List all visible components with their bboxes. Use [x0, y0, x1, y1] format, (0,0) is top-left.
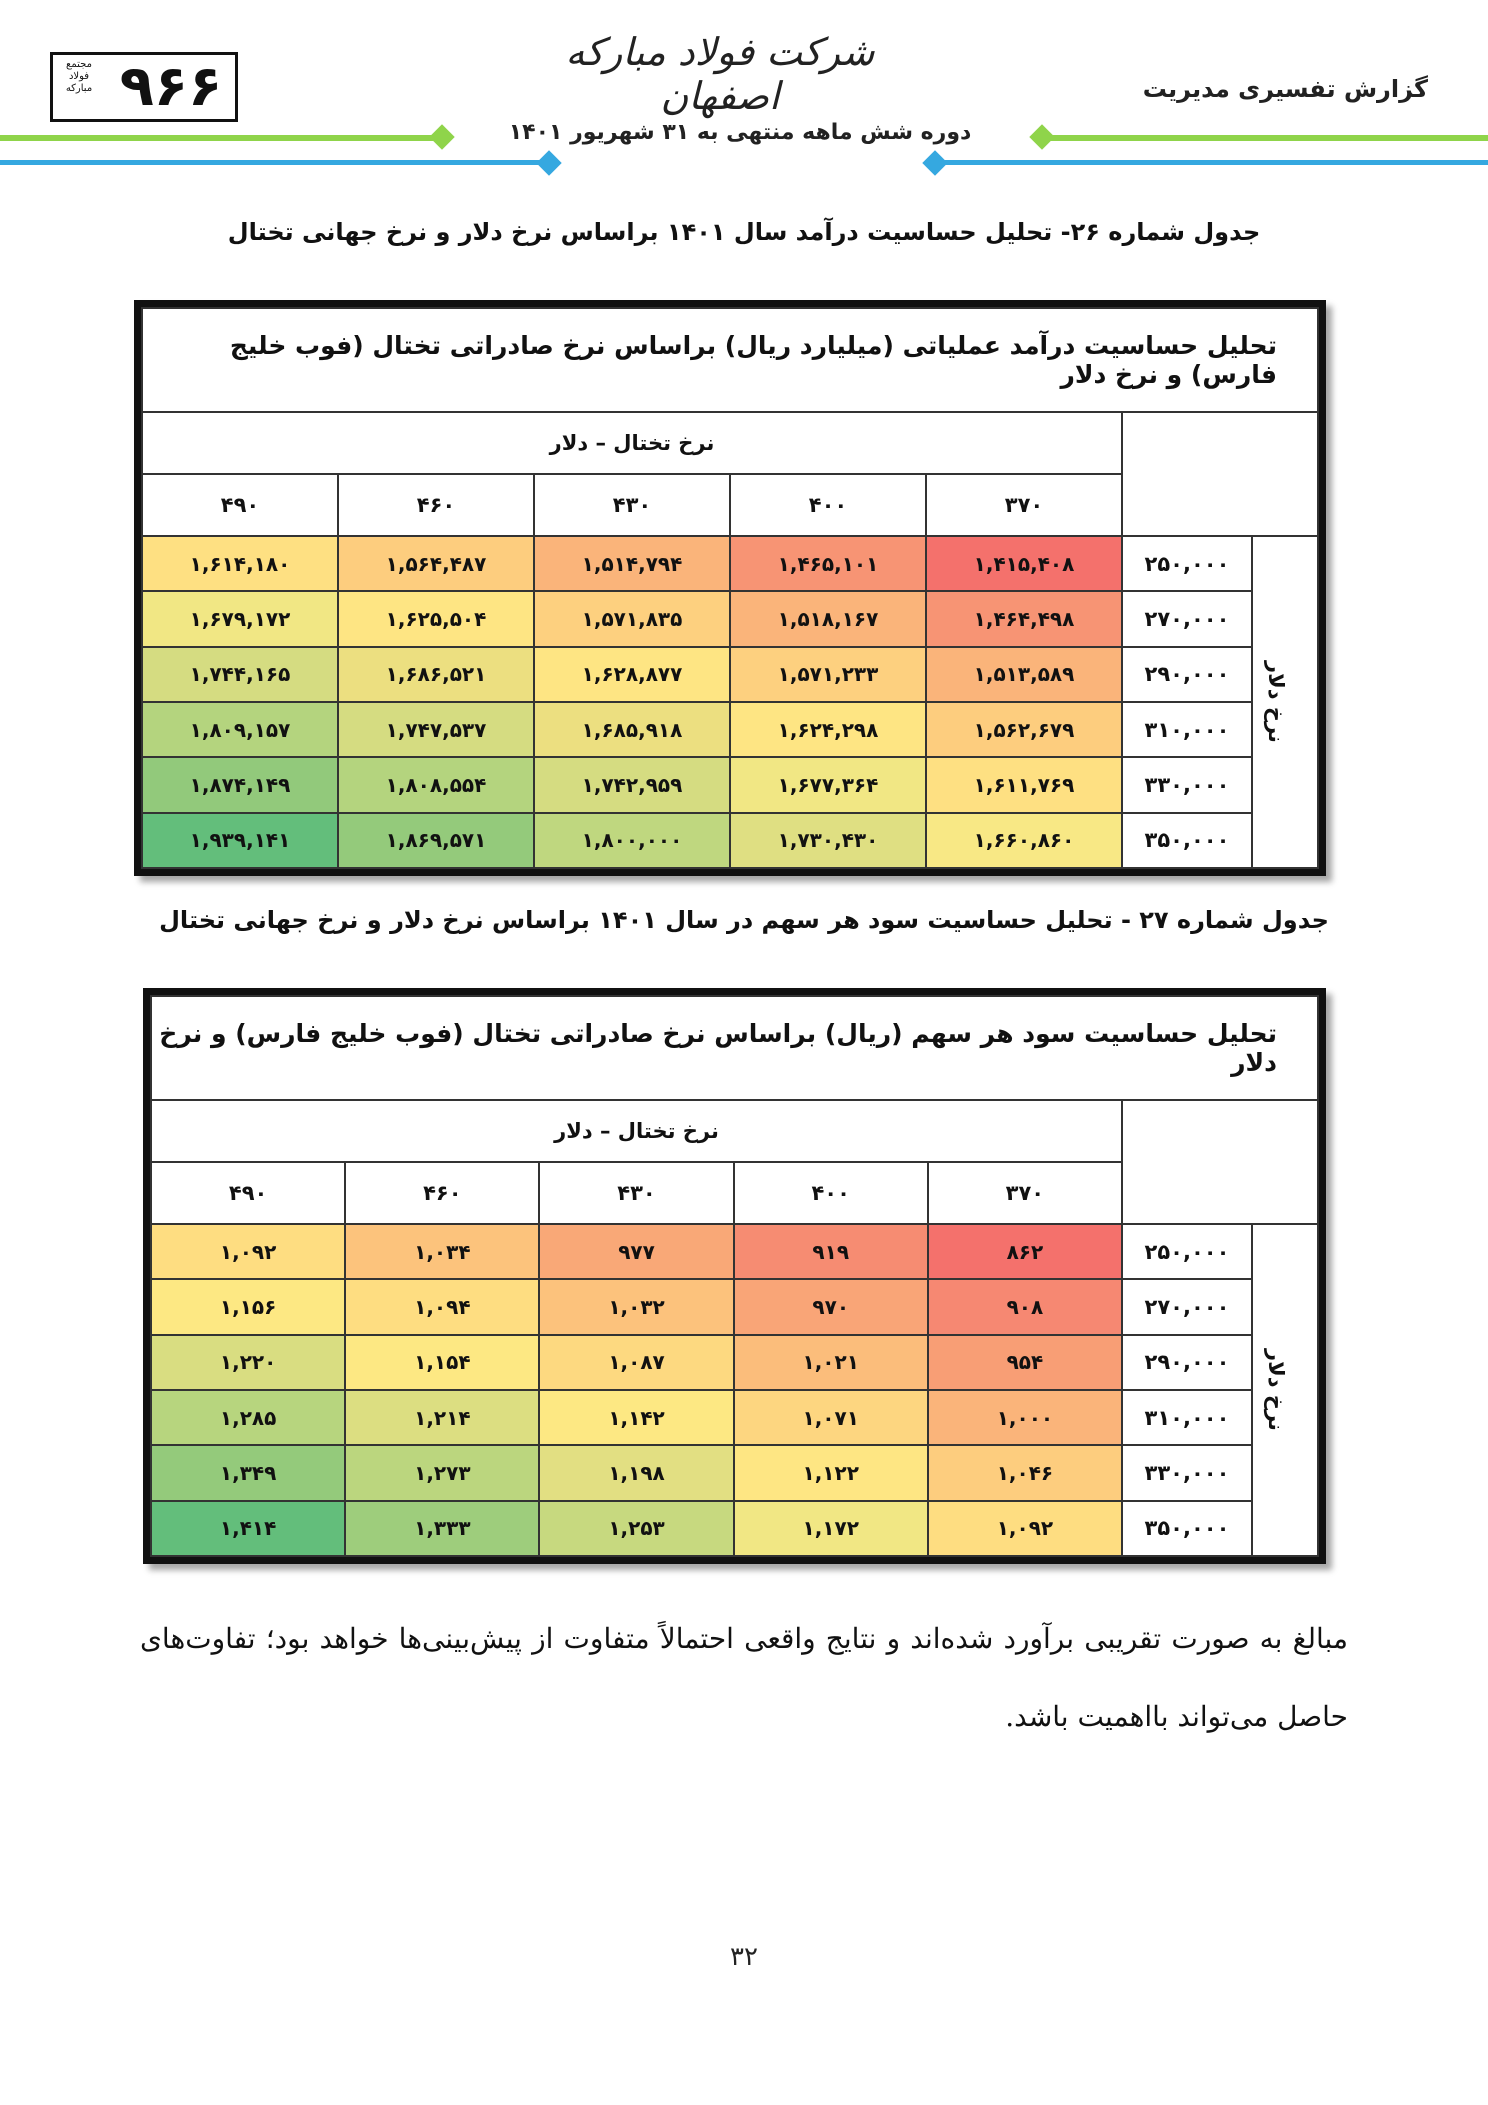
table-cell: ۱,۰۷۱: [734, 1390, 928, 1445]
table-cell: ۱,۵۷۱,۸۳۵: [534, 591, 730, 646]
report-period: دوره شش ماهه منتهی به ۳۱ شهریور ۱۴۰۱: [508, 120, 972, 145]
table-cell: ۱,۱۵۶: [151, 1279, 345, 1334]
dollar-rate-label: [1252, 536, 1318, 868]
column-header: ۴۹۰: [142, 474, 338, 536]
table-cell: ۱,۶۸۶,۵۲۱: [338, 647, 534, 702]
table-cell: ۱,۴۱۴: [151, 1501, 345, 1556]
table-cell: ۱,۴۶۴,۴۹۸: [926, 591, 1122, 646]
column-header: ۳۷۰: [926, 474, 1122, 536]
table-cell: ۱,۷۳۰,۴۳۰: [730, 813, 926, 868]
dollar-rate-label-text: نرخ دلار: [1264, 1349, 1289, 1431]
table-row: [151, 1390, 1318, 1445]
table-cell: ۱,۳۴۹: [151, 1445, 345, 1500]
table-cell: ۸۶۲: [928, 1224, 1122, 1279]
table-cell: ۱,۶۲۸,۸۷۷: [534, 647, 730, 702]
dollar-rate-label-text: نرخ دلار: [1264, 661, 1289, 743]
column-header: ۴۶۰: [345, 1162, 539, 1224]
company-name: شرکت فولاد مبارکه اصفهان: [565, 30, 875, 118]
row-header: ۲۷۰,۰۰۰: [1122, 1279, 1252, 1334]
table-cell: ۱,۰۹۲: [928, 1501, 1122, 1556]
table-cell: ۱,۱۴۲: [539, 1390, 733, 1445]
table1: [134, 300, 1326, 876]
table-cell: ۱,۶۲۴,۲۹۸: [730, 702, 926, 757]
column-header: ۴۰۰: [734, 1162, 928, 1224]
column-header: ۴۹۰: [151, 1162, 345, 1224]
table-cell: ۹۰۸: [928, 1279, 1122, 1334]
table-cell: ۱,۶۷۷,۳۶۴: [730, 757, 926, 812]
table2: [143, 988, 1326, 1564]
table-cell: ۱,۱۵۴: [345, 1335, 539, 1390]
row-header: ۲۵۰,۰۰۰: [1122, 1224, 1252, 1279]
table-row: [142, 757, 1318, 812]
table-cell: ۱,۵۷۱,۲۳۳: [730, 647, 926, 702]
corner-cell: [1122, 412, 1318, 536]
table-title: تحلیل حساسیت درآمد عملیاتی (میلیارد ریال) براساس نرخ صادراتی تختال (فوب خلیج فارس) و نرخ دلار: [142, 308, 1318, 412]
table-cell: ۱,۰۳۲: [539, 1279, 733, 1334]
table2-grid: [150, 995, 1319, 1557]
table-cell: ۱,۱۷۲: [734, 1501, 928, 1556]
table-cell: ۱,۰۹۴: [345, 1279, 539, 1334]
row-header: ۳۱۰,۰۰۰: [1122, 1390, 1252, 1445]
table-cell: ۱,۰۰۰: [928, 1390, 1122, 1445]
table-row: [151, 1224, 1318, 1279]
table-cell: ۱,۸۷۴,۱۴۹: [142, 757, 338, 812]
table-cell: ۱,۷۴۷,۵۳۷: [338, 702, 534, 757]
slab-rate-header: نرخ تختال – دلار: [151, 1100, 1122, 1162]
table1-caption: جدول شماره ۲۶- تحلیل حساسیت درآمد سال ۱۴۰۱ براساس نرخ دلار و نرخ جهانی تختال: [227, 218, 1261, 246]
row-header: ۳۱۰,۰۰۰: [1122, 702, 1252, 757]
slab-rate-header: نرخ تختال – دلار: [142, 412, 1122, 474]
table-cell: ۱,۸۰۸,۵۵۴: [338, 757, 534, 812]
table-cell: ۱,۶۱۱,۷۶۹: [926, 757, 1122, 812]
table-cell: ۹۷۰: [734, 1279, 928, 1334]
corner-cell: [1122, 1100, 1318, 1224]
row-header: ۲۹۰,۰۰۰: [1122, 1335, 1252, 1390]
column-header: ۴۶۰: [338, 474, 534, 536]
table-cell: ۱,۲۲۰: [151, 1335, 345, 1390]
table-cell: ۱,۵۱۳,۵۸۹: [926, 647, 1122, 702]
table-cell: ۱,۸۰۰,۰۰۰: [534, 813, 730, 868]
table-cell: ۱,۰۸۷: [539, 1335, 733, 1390]
row-header: ۳۳۰,۰۰۰: [1122, 1445, 1252, 1500]
table-row: [151, 1445, 1318, 1500]
table-row: [142, 647, 1318, 702]
logo-mark: ۹۶۶: [119, 54, 223, 119]
row-header: ۲۹۰,۰۰۰: [1122, 647, 1252, 702]
disclaimer-note: مبالغ به صورت تقریبی برآورد شده‌اند و نتایج واقعی احتمالاً متفاوت از پیش‌بینی‌ها خواهد بود؛ تفاوت‌های حاصل می‌تواند بااهمیت باشد.: [140, 1622, 1348, 1733]
row-header: ۳۳۰,۰۰۰: [1122, 757, 1252, 812]
page-number: ۳۲: [730, 1942, 758, 1972]
table-cell: ۹۵۴: [928, 1335, 1122, 1390]
table-row: [142, 536, 1318, 591]
row-header: ۳۵۰,۰۰۰: [1122, 813, 1252, 868]
table-cell: ۱,۴۱۵,۴۰۸: [926, 536, 1122, 591]
column-header: ۴۳۰: [534, 474, 730, 536]
dollar-rate-label: [1252, 1224, 1318, 1556]
table-row: [151, 1279, 1318, 1334]
table-cell: ۱,۰۳۴: [345, 1224, 539, 1279]
table2-caption: جدول شماره ۲۷ - تحلیل حساسیت سود هر سهم در سال ۱۴۰۱ براساس نرخ دلار و نرخ جهانی تختال: [159, 906, 1329, 934]
column-header: ۴۳۰: [539, 1162, 733, 1224]
table-cell: ۱,۳۳۳: [345, 1501, 539, 1556]
table-cell: ۱,۱۹۸: [539, 1445, 733, 1500]
column-header: ۴۰۰: [730, 474, 926, 536]
table-title: تحلیل حساسیت سود هر سهم (ریال) براساس نرخ صادراتی تختال (فوب خلیج فارس) و نرخ دلار: [151, 996, 1318, 1100]
table-cell: ۱,۱۲۲: [734, 1445, 928, 1500]
table-cell: ۱,۵۶۴,۴۸۷: [338, 536, 534, 591]
table-cell: ۱,۰۴۶: [928, 1445, 1122, 1500]
table-cell: ۱,۵۱۴,۷۹۴: [534, 536, 730, 591]
table-cell: ۱,۲۱۴: [345, 1390, 539, 1445]
column-header: ۳۷۰: [928, 1162, 1122, 1224]
table-cell: ۱,۰۹۲: [151, 1224, 345, 1279]
table-row: [142, 813, 1318, 868]
table-cell: ۱,۶۲۵,۵۰۴: [338, 591, 534, 646]
table-cell: ۱,۷۴۴,۱۶۵: [142, 647, 338, 702]
table-cell: ۱,۷۴۲,۹۵۹: [534, 757, 730, 812]
table-cell: ۹۱۹: [734, 1224, 928, 1279]
table1-grid: [141, 307, 1319, 869]
table-cell: ۱,۸۰۹,۱۵۷: [142, 702, 338, 757]
logo-subtext: مجتمع فولاد مبارکه: [65, 59, 93, 94]
row-header: ۳۵۰,۰۰۰: [1122, 1501, 1252, 1556]
table-cell: ۱,۰۲۱: [734, 1335, 928, 1390]
row-header: ۲۵۰,۰۰۰: [1122, 536, 1252, 591]
table-cell: ۱,۶۸۵,۹۱۸: [534, 702, 730, 757]
table-cell: ۱,۸۶۹,۵۷۱: [338, 813, 534, 868]
table-row: [142, 702, 1318, 757]
table-cell: ۱,۲۸۵: [151, 1390, 345, 1445]
table-cell: ۱,۴۶۵,۱۰۱: [730, 536, 926, 591]
table-cell: ۱,۹۳۹,۱۴۱: [142, 813, 338, 868]
table-cell: ۱,۵۱۸,۱۶۷: [730, 591, 926, 646]
table-row: [151, 1501, 1318, 1556]
table-cell: ۱,۲۵۳: [539, 1501, 733, 1556]
table-cell: ۹۷۷: [539, 1224, 733, 1279]
table-cell: ۱,۶۷۹,۱۷۲: [142, 591, 338, 646]
row-header: ۲۷۰,۰۰۰: [1122, 591, 1252, 646]
table-cell: ۱,۶۱۴,۱۸۰: [142, 536, 338, 591]
company-logo: [50, 52, 238, 122]
table-cell: ۱,۲۷۳: [345, 1445, 539, 1500]
table-cell: ۱,۶۶۰,۸۶۰: [926, 813, 1122, 868]
table-row: [142, 591, 1318, 646]
report-title: گزارش تفسیری مدیریت: [1142, 75, 1428, 103]
table-cell: ۱,۵۶۲,۶۷۹: [926, 702, 1122, 757]
table-row: [151, 1335, 1318, 1390]
